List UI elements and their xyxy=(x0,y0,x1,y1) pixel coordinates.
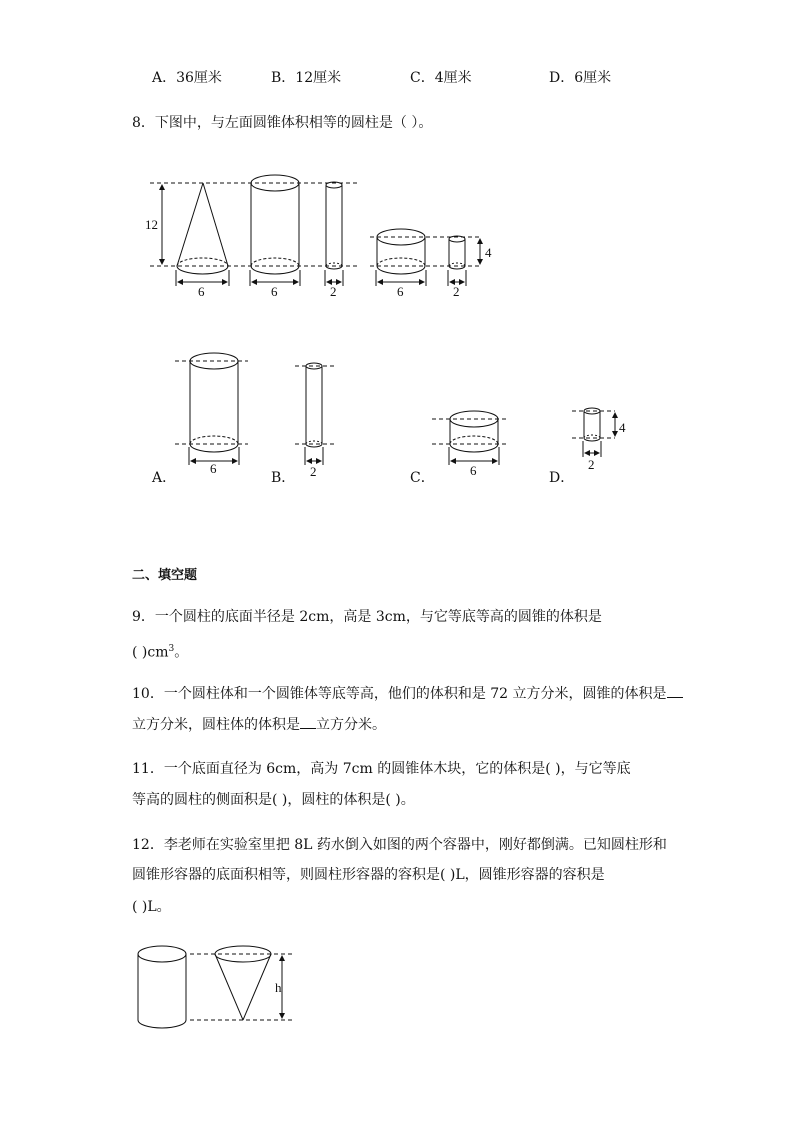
label-d2-cyl2: 2 xyxy=(330,284,337,299)
choice-a-dim: 6 xyxy=(210,461,217,476)
q8-choices-figure xyxy=(140,345,660,495)
question-12-line1: 12．李老师在实验室里把 8L 药水倒入如图的两个容器中，刚好都倒满。已知圆柱形和 xyxy=(132,837,667,853)
choice-label-d: D． xyxy=(549,470,575,486)
question-9-line1: 9．一个圆柱的底面半径是 2cm，高是 3cm，与它等底等高的圆锥的体积是 xyxy=(132,609,602,625)
question-10-line2: 立方分米，圆柱体的体积是 立方分米。 xyxy=(132,717,386,733)
choice-c-dim: 6 xyxy=(470,463,477,478)
q12-figure xyxy=(130,938,310,1033)
q8-figure xyxy=(140,170,510,305)
section-title: 二、填空题 xyxy=(132,568,198,583)
choice-label-b: B． xyxy=(271,470,296,486)
label-h4: 4 xyxy=(485,245,492,260)
choice-b-dim: 2 xyxy=(310,464,317,479)
label-d6-cyl1: 6 xyxy=(271,284,278,299)
label-d6-cyl3: 6 xyxy=(397,284,404,299)
question-11-line2: 等高的圆柱的侧面积是( )，圆柱的体积是( )。 xyxy=(132,792,415,808)
question-9-line2: ( )$cm^3$。 xyxy=(132,644,189,661)
label-h: h xyxy=(275,980,282,995)
option-d: D．6厘米 xyxy=(549,70,612,86)
choice-d-base: 2 xyxy=(588,457,595,472)
label-d2-cyl4: 2 xyxy=(453,284,460,299)
label-height-12: 12 xyxy=(145,217,158,232)
option-b: B．12厘米 xyxy=(271,70,342,86)
label-d6-cone: 6 xyxy=(198,284,205,299)
choice-label-a: A． xyxy=(152,470,177,486)
choice-d-height: 4 xyxy=(619,420,626,435)
choice-label-c: C． xyxy=(410,470,435,486)
option-a: A．36厘米 xyxy=(152,70,222,86)
question-12-line3: ( )L。 xyxy=(132,899,171,915)
option-c: C．4厘米 xyxy=(410,70,472,86)
question-8-stem: 8．下图中，与左面圆锥体积相等的圆柱是（ ）。 xyxy=(132,115,433,131)
question-11-line1: 11．一个底面直径为 6cm，高为 7cm 的圆锥体木块，它的体积是( )，与它等底 xyxy=(132,761,631,777)
question-10-line1: 10．一个圆柱体和一个圆锥体等底等高，他们的体积和是 72 立方分米，圆锥的体积是 xyxy=(132,685,683,703)
question-12-line2: 圆锥形容器的底面积相等，则圆柱形容器的容积是( )L，圆锥形容器的容积是 xyxy=(132,867,605,883)
